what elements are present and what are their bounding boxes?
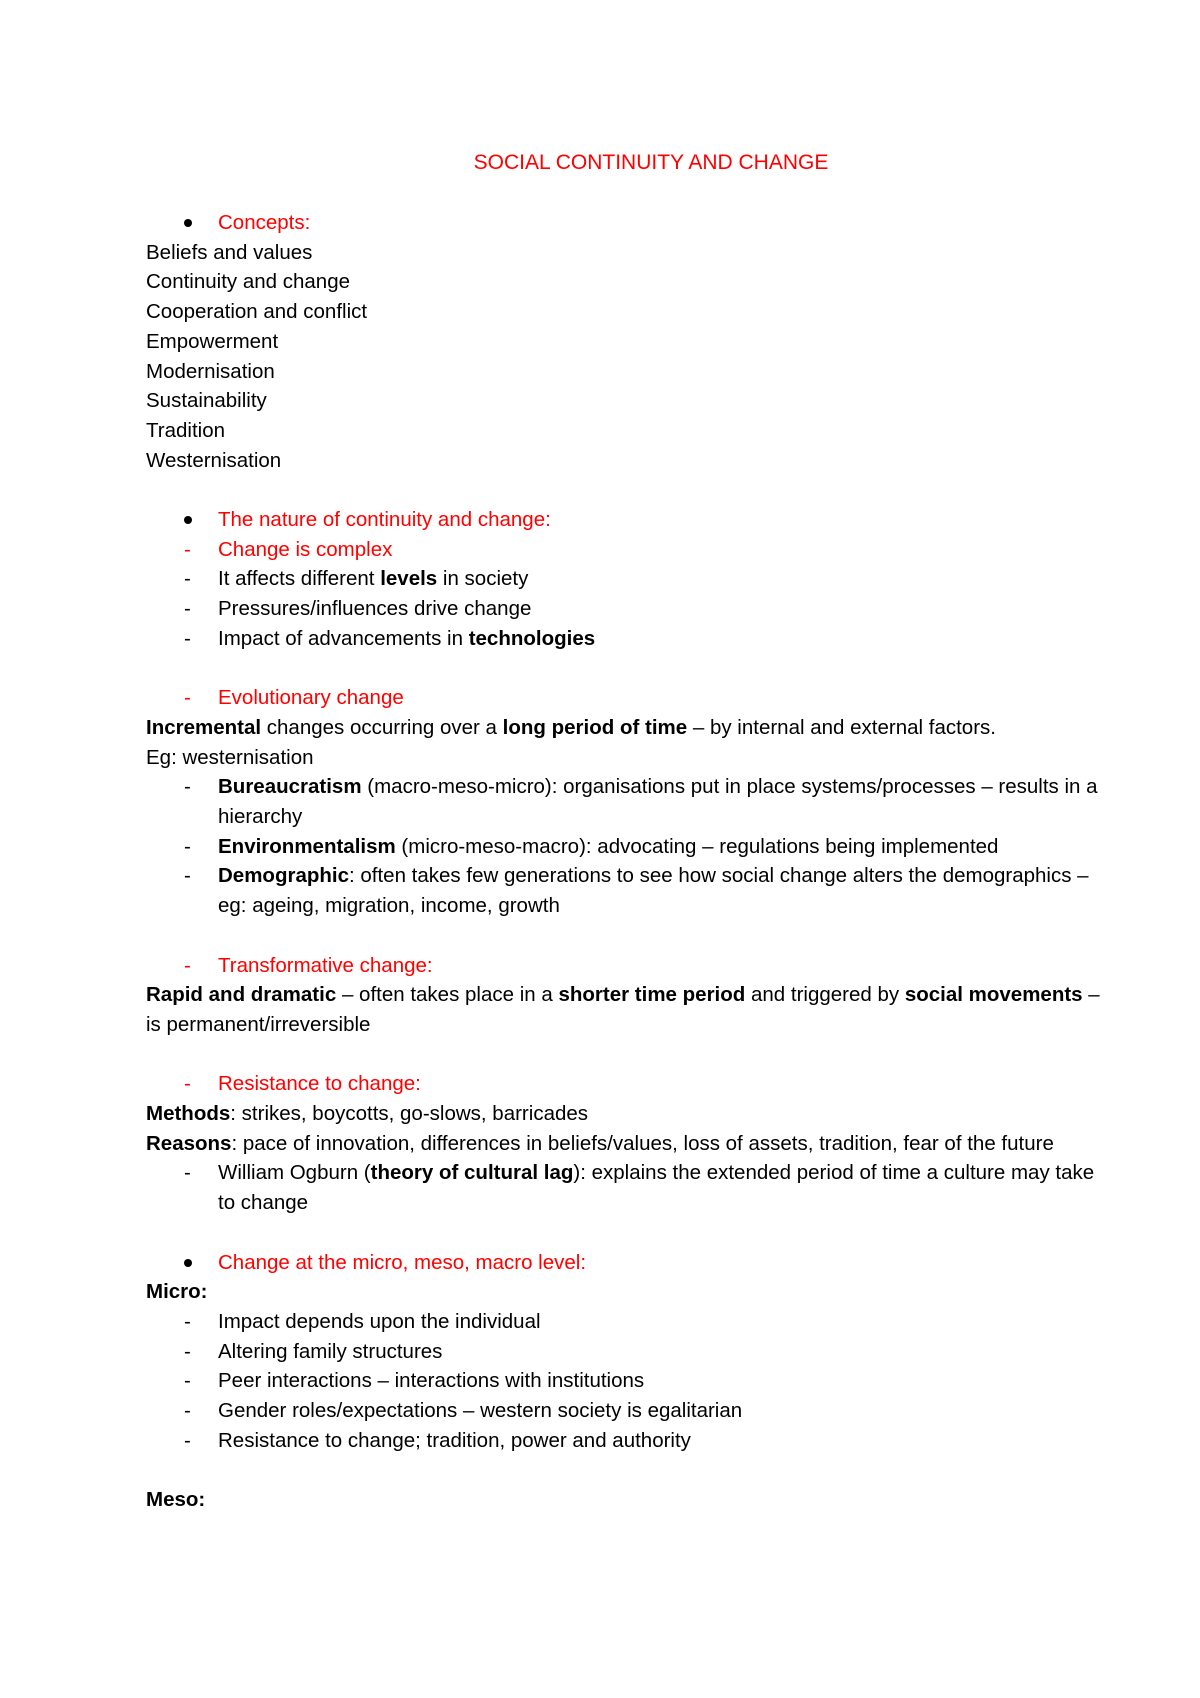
list-item: - Demographic: often takes few generations to see how social change alters the demographics – eg: ageing, migration, income, growth: [146, 861, 1100, 920]
nature-subheading: - Change is complex: [146, 535, 1100, 565]
list-item: - Peer interactions – interactions with institutions: [146, 1366, 1100, 1396]
list-item: - It affects different levels in society: [146, 564, 1100, 594]
spacer: [146, 654, 1100, 684]
concept-item: Westernisation: [146, 448, 282, 472]
list-item: - William Ogburn (theory of cultural lag): explains the extended period of time a culture may take to change: [146, 1158, 1100, 1217]
dash-icon: -: [184, 686, 191, 710]
list-item: - Altering family structures: [146, 1337, 1100, 1367]
concept-item: Tradition: [146, 418, 225, 442]
dash-icon: -: [184, 864, 191, 888]
dash-icon: -: [184, 775, 191, 799]
dash-icon: -: [184, 1072, 191, 1096]
list-item: - Bureaucratism (macro-meso-micro): organisations put in place systems/processes – results in a hierarchy: [146, 772, 1100, 831]
list-item: - Environmentalism (micro-meso-macro): advocating – regulations being implemented: [146, 832, 1100, 862]
spacer: [146, 1218, 1100, 1248]
dash-icon: -: [184, 1369, 191, 1393]
spacer: [146, 921, 1100, 951]
list-item: - Resistance to change; tradition, power and authority: [146, 1426, 1100, 1456]
nature-heading: The nature of continuity and change:: [146, 505, 1100, 535]
levels-heading: Change at the micro, meso, macro level:: [146, 1248, 1100, 1278]
dash-icon: -: [184, 1161, 191, 1185]
dash-icon: -: [184, 626, 191, 650]
concept-item: Beliefs and values: [146, 240, 313, 264]
evolutionary-example: Eg: westernisation: [146, 745, 314, 769]
list-item: - Impact depends upon the individual: [146, 1307, 1100, 1337]
spacer: [146, 1040, 1100, 1070]
dash-icon: -: [184, 834, 191, 858]
dash-icon: -: [184, 537, 191, 561]
list-item: - Pressures/influences drive change: [146, 594, 1100, 624]
concept-item: Sustainability: [146, 389, 267, 413]
transformative-heading: - Transformative change:: [146, 951, 1100, 981]
list-item: - Gender roles/expectations – western society is egalitarian: [146, 1396, 1100, 1426]
concept-item: Cooperation and conflict: [146, 300, 368, 324]
page-title: SOCIAL CONTINUITY AND CHANGE: [473, 151, 829, 174]
resistance-reasons: Reasons: pace of innovation, differences in beliefs/values, loss of assets, tradition, fear of the future: [146, 1131, 1054, 1155]
spacer: [146, 1455, 1100, 1485]
micro-label: Micro:: [146, 1280, 208, 1304]
list-item: - Impact of advancements in technologies: [146, 624, 1100, 654]
dash-icon: -: [184, 597, 191, 621]
spacer: [146, 475, 1100, 505]
concept-item: Continuity and change: [146, 270, 351, 294]
resistance-methods: Methods: strikes, boycotts, go-slows, barricades: [146, 1102, 589, 1126]
evolutionary-paragraph: Incremental changes occurring over a long period of time – by internal and external factors.: [146, 715, 996, 739]
dash-icon: -: [184, 1309, 191, 1333]
bullet-icon: [184, 1259, 192, 1267]
concept-item: Empowerment: [146, 329, 279, 353]
bullet-icon: [184, 516, 192, 524]
transformative-paragraph: Rapid and dramatic – often takes place in a shorter time period and triggered by social movements – is permanent/irreversible: [146, 983, 1100, 1036]
concept-item: Modernisation: [146, 359, 275, 383]
dash-icon: -: [184, 1339, 191, 1363]
evolutionary-heading: - Evolutionary change: [146, 683, 1100, 713]
concepts-heading: Concepts:: [146, 208, 1100, 238]
bullet-icon: [184, 219, 192, 227]
dash-icon: -: [184, 1428, 191, 1452]
meso-label: Meso:: [146, 1488, 206, 1512]
dash-icon: -: [184, 1399, 191, 1423]
dash-icon: -: [184, 953, 191, 977]
resistance-heading: - Resistance to change:: [146, 1069, 1100, 1099]
dash-icon: -: [184, 567, 191, 591]
